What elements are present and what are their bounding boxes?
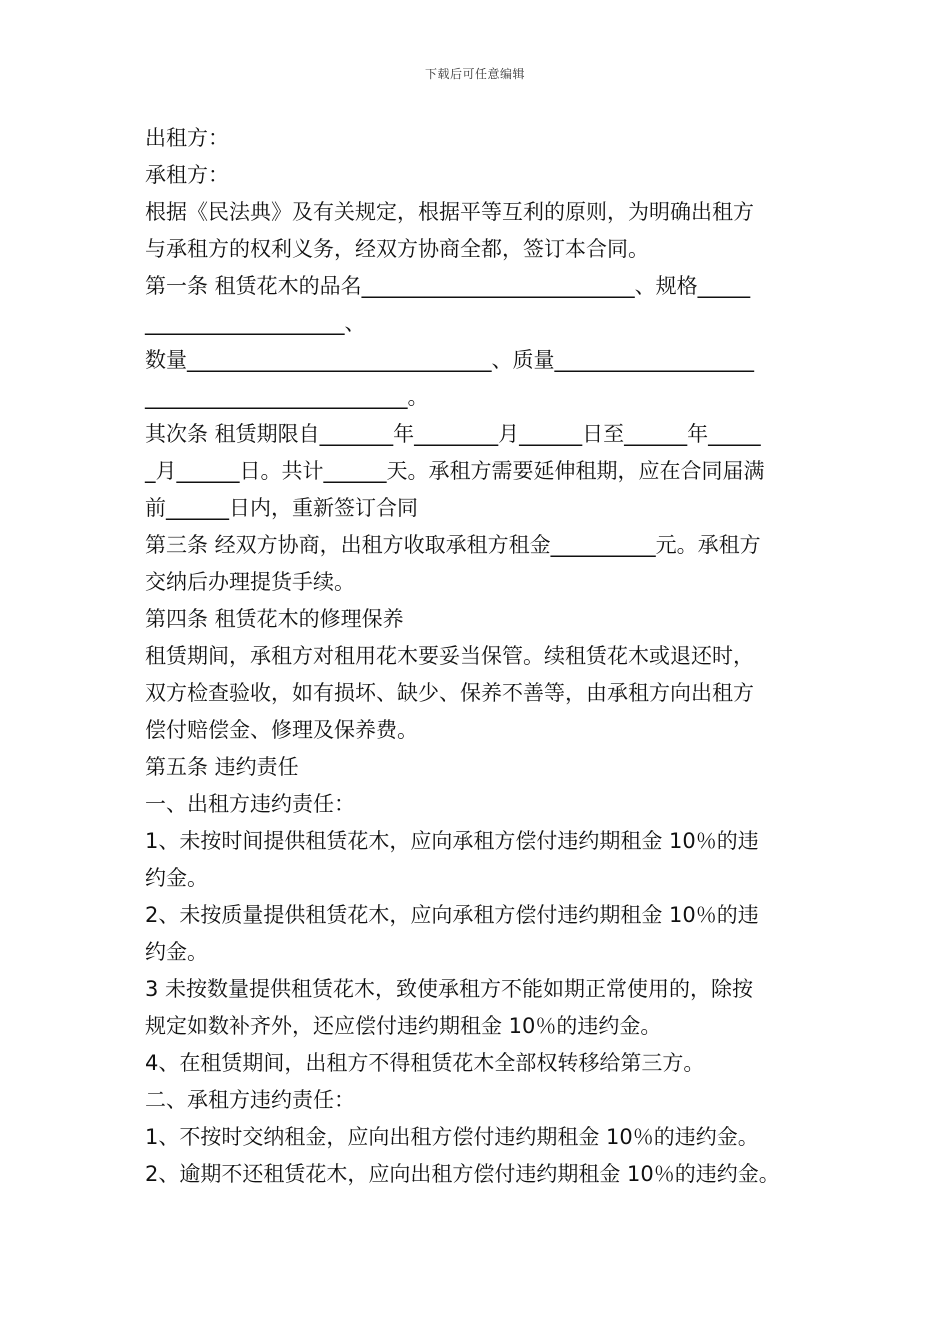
header-note: 下载后可任意编辑 [424,67,525,81]
article-4-line-3: 偿付赔偿金、修理及保养费。 [145,718,418,742]
article-3-line-1: 第三条 经双方协商，出租方收取承租方租金__________元。承租方 [145,533,761,557]
article-1-line-3: 数量_____________________________、质量___________________ [145,348,754,372]
lessor-liability-1-line-2: 约金。 [145,866,208,890]
article-2-line-3: 前______日内，重新签订合同 [145,496,418,520]
article-1-line-4: _________________________。 [145,385,429,409]
lessor-liability-2-line-1: 2、未按质量提供租赁花木，应向承租方偿付违约期租金 10％的违 [145,903,759,927]
lessor-liability-4: 4、在租赁期间，出租方不得租赁花木全部权转移给第三方。 [145,1051,705,1075]
article-4-heading: 第四条 租赁花木的修理保养 [145,607,404,631]
lessor-liability-2-line-2: 约金。 [145,940,208,964]
article-3-line-2: 交纳后办理提货手续。 [145,570,355,594]
lessee-liability-heading: 二、承租方违约责任： [145,1088,355,1112]
lessor-line: 出租方： [145,126,229,150]
lessor-liability-3-line-2: 规定如数补齐外，还应偿付违约期租金 10％的违约金。 [145,1014,662,1038]
lessor-liability-3-line-1: 3 未按数量提供租赁花木，致使承租方不能如期正常使用的，除按 [145,977,754,1001]
article-2-line-2: _月______日。共计______天。承租方需要延伸租期，应在合同届满 [145,459,765,483]
article-5-heading: 第五条 违约责任 [145,755,299,779]
article-2-line-1: 其次条 租赁期限自_______年________月______日至______年_____ [145,422,761,446]
lessee-liability-1: 1、不按时交纳租金，应向出租方偿付违约期租金 10％的违约金。 [145,1125,759,1149]
lessee-liability-2: 2、逾期不还租赁花木，应向出租方偿付违约期租金 10％的违约金。 [145,1162,780,1186]
preamble-line-1: 根据《民法典》及有关规定，根据平等互利的原则，为明确出租方 [145,200,754,224]
lessee-line: 承租方： [145,163,229,187]
article-1-line-2: ___________________、 [145,311,366,335]
lessor-liability-heading: 一、出租方违约责任： [145,792,355,816]
article-4-line-1: 租赁期间，承租方对租用花木要妥当保管。续租赁花木或退还时， [145,644,754,668]
contract-body [145,120,810,1193]
lessor-liability-1-line-1: 1、未按时间提供租赁花木，应向承租方偿付违约期租金 10％的违 [145,829,759,853]
article-4-line-2: 双方检查验收，如有损坏、缺少、保养不善等，由承租方向出租方 [145,681,754,705]
preamble-line-2: 与承租方的权利义务，经双方协商全都，签订本合同。 [145,237,649,261]
article-1-line-1: 第一条 租赁花木的品名__________________________、规格_____ [145,274,751,298]
